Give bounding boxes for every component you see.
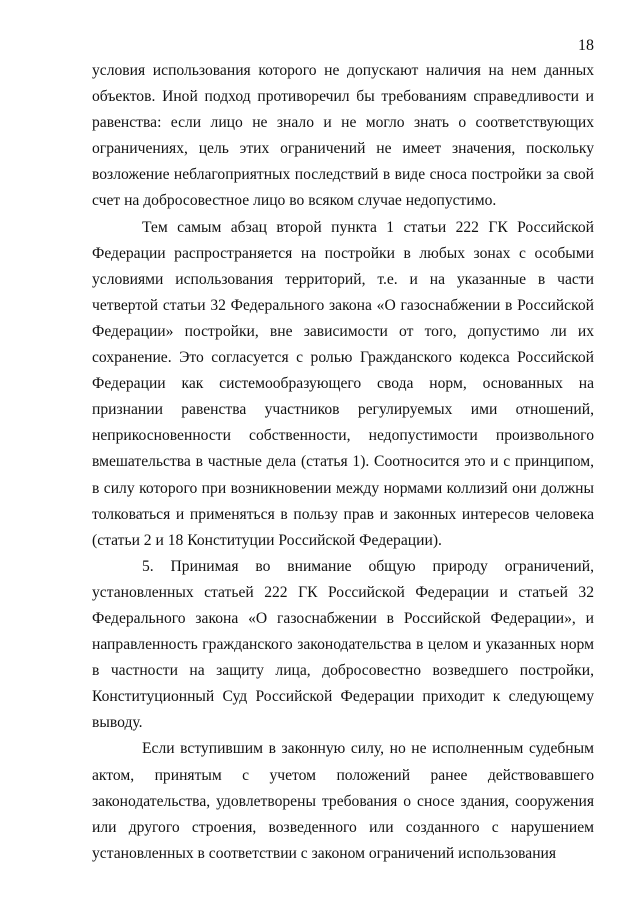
document-body — [92, 58, 594, 867]
paragraph-4: Если вступившим в законную силу, но не исполненным судебным актом, принятым с учетом положений ранее действовавшего законодательства, удовлетворены требования о сносе здания, сооружения или другого строения, возведенного или созданного с нарушением установленных в соответствии с законом ограничений использования — [92, 740, 594, 862]
page-number: 18 — [578, 37, 594, 54]
paragraph-2: Тем самым абзац второй пункта 1 статьи 222 ГК Российской Федерации распространяется на постройки в любых зонах с особыми условиями использования территорий, т.е. и на указанные в части четвертой статьи 32 Федерального закона «О газоснабжении в Российской Федерации» постройки, вне зависимости от того, допустимо ли их сохранение. Это согласуется с ролью Гражданского кодекса Российской Федерации как системообразующего свода норм, основанных на признании равенства участников регулируемых ими отношений, неприкосновенности собственности, недопустимости произвольного вмешательства в частные дела (статья 1). Соотносится это и с принципом, в силу которого при возникновении между нормами коллизий они должны толковаться и применяться в пользу прав и законных интересов человека (статьи 2 и 18 Конституции Российской Федерации). — [92, 218, 594, 549]
paragraph-3: 5. Принимая во внимание общую природу ограничений, установленных статьей 222 ГК Российской Федерации и статьей 32 Федерального закона «О газоснабжении в Российской Федерации», и направленность гражданского законодательства в целом и указанных норм в частности на защиту лица, добросовестно возведшего постройки, Конституционный Суд Российской Федерации приходит к следующему выводу. — [92, 557, 594, 732]
paragraph-1: условия использования которого не допускают наличия на нем данных объектов. Иной подход противоречил бы требованиям справедливости и равенства: если лицо не знало и не могло знать о соответствующих ограничениях, цель этих ограничений не имеет значения, поскольку возложение неблагоприятных последствий в виде сноса постройки за свой счет на добросовестное лицо во всяком случае недопустимо. — [92, 62, 594, 210]
